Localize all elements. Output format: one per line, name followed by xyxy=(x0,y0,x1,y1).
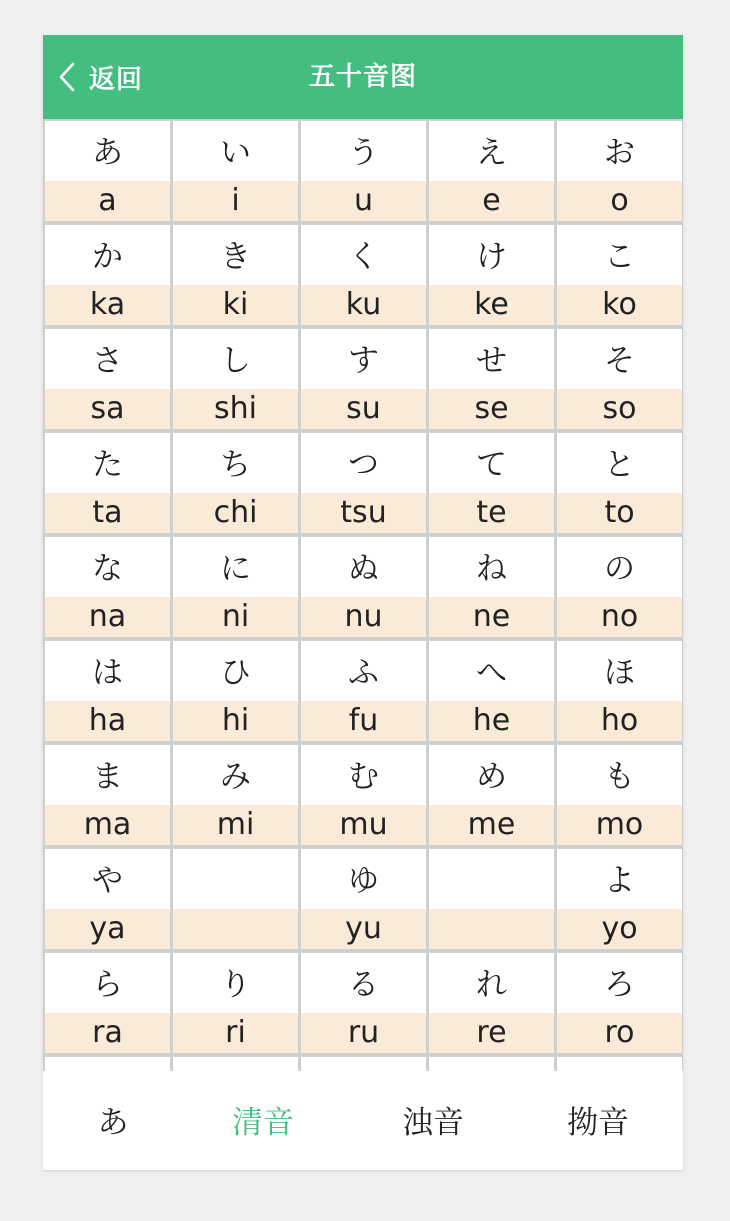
kana-cell[interactable] xyxy=(429,225,554,325)
kana-row xyxy=(43,329,683,429)
kana-cell[interactable] xyxy=(429,641,554,741)
kana-cell[interactable] xyxy=(45,537,170,637)
kana-cell[interactable] xyxy=(45,745,170,845)
kana-romaji: ho xyxy=(557,701,682,741)
kana-character: へ xyxy=(476,655,507,691)
kana-character: け xyxy=(476,239,507,275)
kana-romaji: o xyxy=(557,181,682,221)
kana-romaji: ku xyxy=(301,285,426,325)
kana-cell-empty xyxy=(429,849,554,949)
tab-bar xyxy=(43,1071,683,1170)
kana-cell[interactable] xyxy=(557,745,682,845)
kana-cell[interactable] xyxy=(557,641,682,741)
kana-cell-partial xyxy=(173,1057,298,1071)
kana-cell[interactable] xyxy=(429,121,554,221)
kana-cell[interactable] xyxy=(173,121,298,221)
kana-cell[interactable] xyxy=(45,641,170,741)
kana-cell[interactable] xyxy=(301,329,426,429)
kana-row xyxy=(43,953,683,1053)
kana-character: に xyxy=(220,551,251,587)
kana-grid xyxy=(43,119,683,1071)
kana-cell[interactable] xyxy=(173,329,298,429)
kana-character: の xyxy=(604,551,635,587)
kana-romaji xyxy=(429,909,554,949)
kana-romaji: hi xyxy=(173,701,298,741)
tab-seion[interactable]: 清音 xyxy=(232,1105,294,1141)
kana-romaji: re xyxy=(429,1013,554,1053)
kana-romaji: so xyxy=(557,389,682,429)
kana-character: さ xyxy=(92,343,123,379)
kana-character: む xyxy=(348,759,379,795)
kana-character: る xyxy=(348,967,379,1003)
back-label: 返回 xyxy=(89,64,144,95)
kana-cell[interactable] xyxy=(173,537,298,637)
kana-romaji: mo xyxy=(557,805,682,845)
kana-cell-partial xyxy=(429,1057,554,1071)
kana-character: と xyxy=(604,447,635,483)
kana-character: て xyxy=(476,447,507,483)
kana-cell[interactable] xyxy=(429,329,554,429)
kana-romaji: ri xyxy=(173,1013,298,1053)
kana-character: こ xyxy=(604,239,635,275)
kana-romaji xyxy=(173,909,298,949)
kana-character: ち xyxy=(220,447,251,483)
kana-row xyxy=(43,849,683,949)
kana-row xyxy=(43,745,683,845)
page-title: 五十音图 xyxy=(308,62,417,92)
app-screen xyxy=(43,35,683,1170)
tab-youon[interactable]: 拗音 xyxy=(567,1105,629,1141)
kana-cell[interactable] xyxy=(45,121,170,221)
kana-character: く xyxy=(348,239,379,275)
kana-romaji: ha xyxy=(45,701,170,741)
kana-cell-empty xyxy=(173,849,298,949)
kana-romaji: se xyxy=(429,389,554,429)
kana-romaji: ke xyxy=(429,285,554,325)
kana-character: ね xyxy=(476,551,507,587)
kana-character: は xyxy=(92,655,123,691)
kana-character: や xyxy=(92,863,123,899)
kana-romaji: ki xyxy=(173,285,298,325)
kana-romaji: u xyxy=(301,181,426,221)
kana-character: う xyxy=(348,135,379,171)
kana-character: つ xyxy=(348,447,379,483)
kana-romaji: ne xyxy=(429,597,554,637)
kana-romaji: te xyxy=(429,493,554,533)
kana-romaji: ru xyxy=(301,1013,426,1053)
kana-romaji: na xyxy=(45,597,170,637)
kana-cell[interactable] xyxy=(45,329,170,429)
kana-romaji: mu xyxy=(301,805,426,845)
kana-cell[interactable] xyxy=(429,745,554,845)
kana-romaji: ka xyxy=(45,285,170,325)
kana-character: ぬ xyxy=(348,551,379,587)
kana-row xyxy=(43,537,683,637)
kana-cell[interactable] xyxy=(301,641,426,741)
kana-character: し xyxy=(220,343,251,379)
kana-romaji: sa xyxy=(45,389,170,429)
kana-romaji: nu xyxy=(301,597,426,637)
kana-character: た xyxy=(92,447,123,483)
kana-cell[interactable] xyxy=(557,121,682,221)
kana-cell[interactable] xyxy=(301,745,426,845)
kana-romaji: ta xyxy=(45,493,170,533)
kana-cell[interactable] xyxy=(45,433,170,533)
kana-romaji: i xyxy=(173,181,298,221)
kana-character: よ xyxy=(604,863,635,899)
kana-cell[interactable] xyxy=(301,121,426,221)
kana-romaji: shi xyxy=(173,389,298,429)
kana-cell[interactable] xyxy=(301,433,426,533)
kana-character: も xyxy=(604,759,635,795)
kana-cell[interactable] xyxy=(557,537,682,637)
kana-romaji: me xyxy=(429,805,554,845)
kana-romaji: mi xyxy=(173,805,298,845)
kana-cell[interactable] xyxy=(173,953,298,1053)
kana-character: い xyxy=(220,135,251,171)
kana-romaji: fu xyxy=(301,701,426,741)
kana-row xyxy=(43,225,683,325)
kana-romaji: chi xyxy=(173,493,298,533)
kana-character: り xyxy=(220,967,251,1003)
kana-row xyxy=(43,121,683,221)
kana-character: な xyxy=(92,551,123,587)
kana-character: ら xyxy=(92,967,123,1003)
kana-character: そ xyxy=(604,343,635,379)
kana-romaji: to xyxy=(557,493,682,533)
kana-romaji: ya xyxy=(45,909,170,949)
kana-character: ほ xyxy=(604,655,635,691)
kana-cell-partial xyxy=(301,1057,426,1071)
kana-cell[interactable] xyxy=(45,225,170,325)
kana-cell[interactable] xyxy=(557,433,682,533)
kana-character: ふ xyxy=(348,655,379,691)
header-bar xyxy=(43,35,683,119)
kana-romaji: su xyxy=(301,389,426,429)
kana-cell[interactable] xyxy=(429,953,554,1053)
kana-character: あ xyxy=(92,135,123,171)
kana-romaji: ko xyxy=(557,285,682,325)
kana-character: ま xyxy=(92,759,123,795)
kana-romaji: ra xyxy=(45,1013,170,1053)
kana-cell[interactable] xyxy=(557,953,682,1053)
kana-romaji: e xyxy=(429,181,554,221)
kana-row xyxy=(43,641,683,741)
kana-cell-partial xyxy=(45,1057,170,1071)
kana-character: れ xyxy=(476,967,507,1003)
kana-cell[interactable] xyxy=(173,433,298,533)
kana-cell[interactable] xyxy=(173,225,298,325)
tab-a[interactable]: あ xyxy=(97,1105,129,1141)
kana-cell[interactable] xyxy=(301,537,426,637)
tab-dakuon[interactable]: 浊音 xyxy=(402,1105,464,1141)
kana-romaji: no xyxy=(557,597,682,637)
kana-romaji: tsu xyxy=(301,493,426,533)
kana-romaji: he xyxy=(429,701,554,741)
kana-character: み xyxy=(220,759,251,795)
kana-cell[interactable] xyxy=(301,953,426,1053)
kana-character xyxy=(429,849,554,909)
kana-character: お xyxy=(604,135,635,171)
kana-romaji: ni xyxy=(173,597,298,637)
kana-romaji: ma xyxy=(45,805,170,845)
kana-romaji: ro xyxy=(557,1013,682,1053)
kana-character: ゆ xyxy=(348,863,379,899)
kana-cell[interactable] xyxy=(429,433,554,533)
kana-character: え xyxy=(476,135,507,171)
kana-character: す xyxy=(348,343,379,379)
kana-character: せ xyxy=(476,343,507,379)
kana-cell[interactable] xyxy=(173,745,298,845)
kana-cell[interactable] xyxy=(173,641,298,741)
kana-romaji: yu xyxy=(301,909,426,949)
kana-character: か xyxy=(92,239,123,275)
kana-romaji: a xyxy=(45,181,170,221)
kana-character: ろ xyxy=(604,967,635,1003)
kana-row xyxy=(43,433,683,533)
kana-character: き xyxy=(220,239,251,275)
kana-cell[interactable] xyxy=(45,849,170,949)
kana-cell[interactable] xyxy=(301,849,426,949)
kana-cell[interactable] xyxy=(557,225,682,325)
kana-cell[interactable] xyxy=(301,225,426,325)
kana-row xyxy=(43,1057,683,1071)
kana-cell[interactable] xyxy=(557,849,682,949)
kana-cell[interactable] xyxy=(45,953,170,1053)
kana-cell[interactable] xyxy=(557,329,682,429)
kana-cell-partial xyxy=(557,1057,682,1071)
kana-romaji: yo xyxy=(557,909,682,949)
kana-cell[interactable] xyxy=(429,537,554,637)
kana-character: め xyxy=(476,759,507,795)
kana-character: ひ xyxy=(220,655,251,691)
kana-character xyxy=(173,849,298,909)
